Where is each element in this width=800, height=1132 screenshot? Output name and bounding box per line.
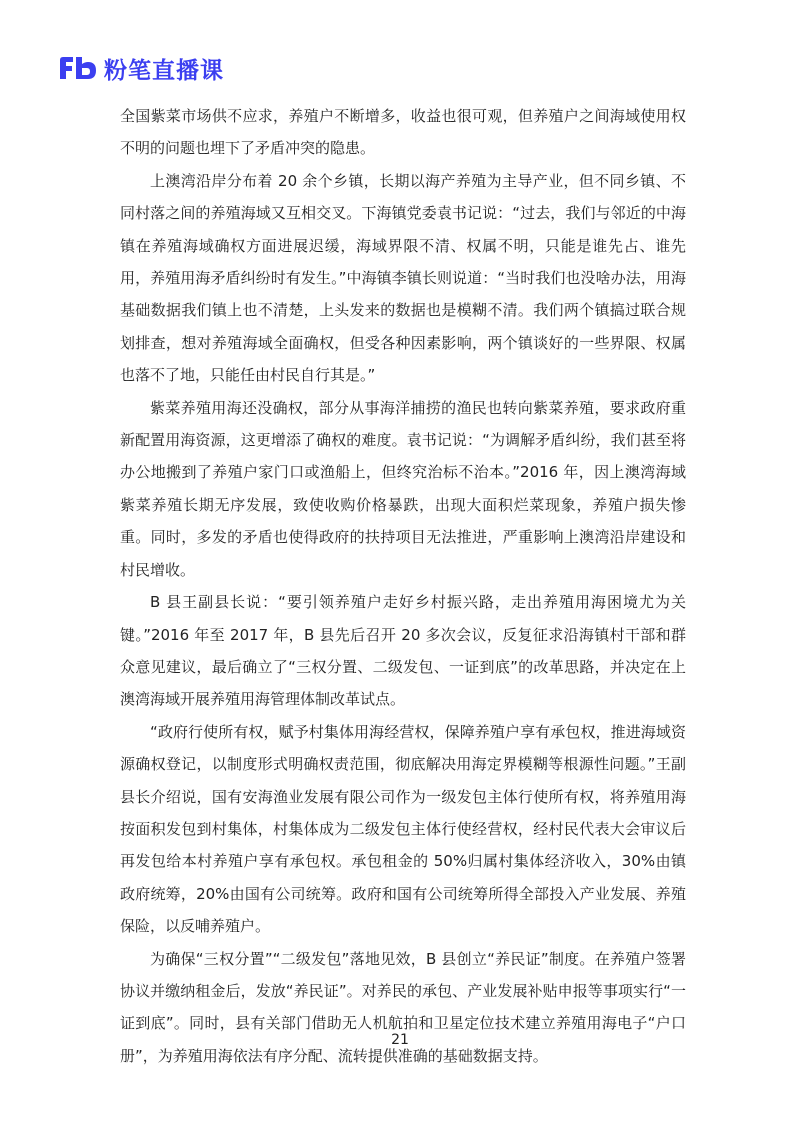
page-number: 21: [391, 1032, 409, 1048]
paragraph: “政府行使所有权，赋予村集体用海经营权，保障养殖户享有承包权，推进海域资源确权登记，以制度形式明确权责范围，彻底解决用海定界模糊等根源性问题。”王副县长介绍说，国有安海渔业发展有限公司作为一级发包主体行使所有权，将养殖用海按面积发包到村集体，村集体成为二级发包主体行使经营权，经村民代表大会审议后再发包给本村养殖户享有承包权。承包租金的 50%归属村集体经济收入，30%由镇政府统筹，20%由国有公司统筹。政府和国有公司统筹所得全部投入产业发展、养殖保险，以反哺养殖户。: [120, 722, 686, 936]
brand-name: 粉笔直播课: [104, 57, 224, 84]
article-body: [120, 100, 686, 1072]
paragraph: 为确保“三权分置”“二级发包”落地见效，B 县创立“养民证”制度。在养殖户签署协议并缴纳租金后，发放“养民证”。对养民的承包、产业发展补贴申报等事项实行“一证到底”。同时，县有关部门借助无人机航拍和卫星定位技术建立养殖用海电子“户口册”，为养殖用海依法有序分配、流转提供准确的基础数据支持。: [120, 949, 686, 1065]
paragraph: 上澳湾沿岸分布着 20 余个乡镇，长期以海产养殖为主导产业，但不同乡镇、不同村落之间的养殖海域又互相交叉。下海镇党委袁书记说：“过去，我们与邻近的中海镇在养殖海域确权方面进展迟缓，海域界限不清、权属不明，只能是谁先占、谁先用，养殖用海矛盾纠纷时有发生。”中海镇李镇长则说道：“当时我们也没啥办法，用海基础数据我们镇上也不清楚，上头发来的数据也是模糊不清。我们两个镇搞过联合规划排查，想对养殖海域全面确权，但受各种因素影响，两个镇谈好的一些界限、权属也落不了地，只能任由村民自行其是。”: [120, 171, 686, 385]
paragraph-continued: 全国紫菜市场供不应求，养殖户不断增多，收益也很可观，但养殖户之间海域使用权不明的问题也埋下了矛盾冲突的隐患。: [120, 107, 686, 158]
fenbi-logo-icon: [58, 54, 98, 82]
paragraph: 紫菜养殖用海还没确权，部分从事海洋捕捞的渔民也转向紫菜养殖，要求政府重新配置用海资源，这更增添了确权的难度。袁书记说：“为调解矛盾纠纷，我们甚至将办公地搬到了养殖户家门口或渔船上，但终究治标不治本。”2016 年，因上澳湾海域紫菜养殖长期无序发展，致使收购价格暴跌，出现大面积烂菜现象，养殖户损失惨重。同时，多发的矛盾也使得政府的扶持项目无法推进，严重影响上澳湾沿岸建设和村民增收。: [120, 398, 686, 579]
paragraph: B 县王副县长说：“要引领养殖户走好乡村振兴路，走出养殖用海困境尤为关键。”2016 年至 2017 年，B 县先后召开 20 多次会议，反复征求沿海镇村干部和群众意见建议，最后确立了“三权分置、二级发包、一证到底”的改革思路，并决定在上澳湾海域开展养殖用海管理体制改革试点。: [120, 593, 686, 709]
header: [58, 50, 224, 86]
